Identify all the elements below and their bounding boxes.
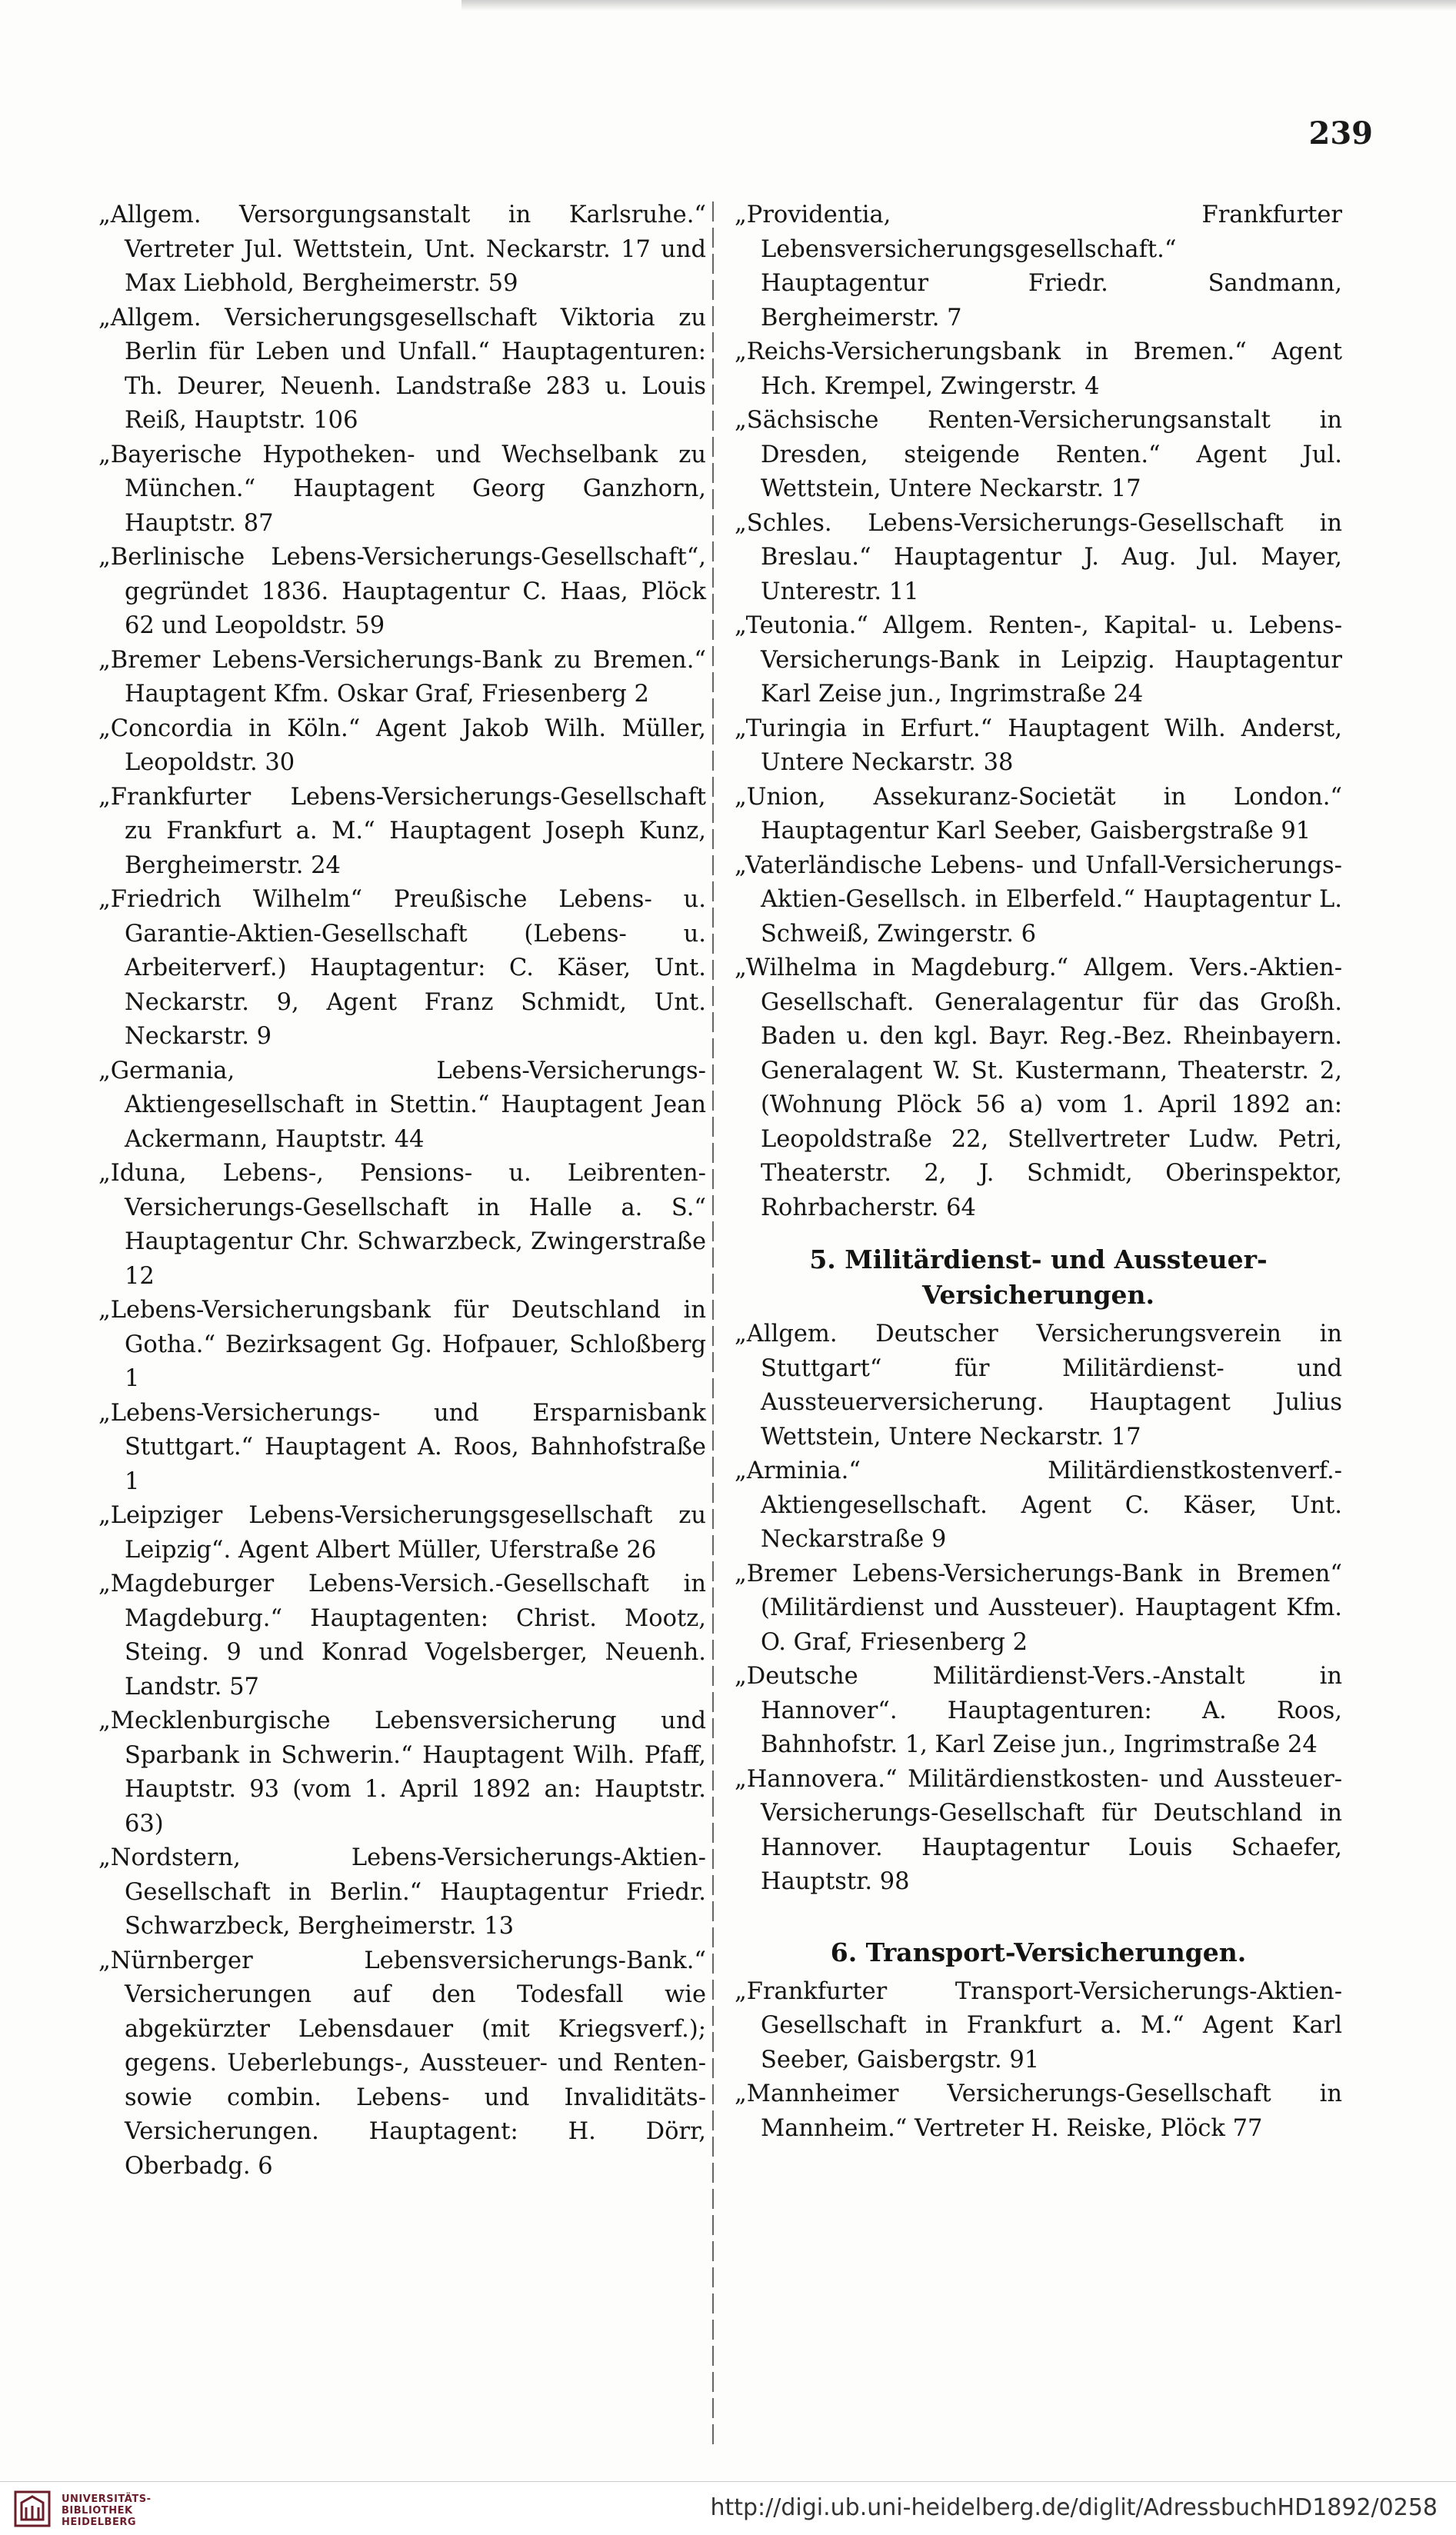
- entry: „Turingia in Erfurt.“ Hauptagent Wilh. Anderst, Untere Neckarstr. 38: [735, 715, 1342, 776]
- entry: „Arminia.“ Militärdienstkostenverf.-Aktiengesellschaft. Agent C. Käser, Unt. Neckarstraße 9: [735, 1457, 1342, 1553]
- entry: „Leipziger Lebens-Versicherungsgesellschaft zu Leipzig“. Agent Albert Müller, Uferstraße 26: [98, 1502, 706, 1564]
- scan-edge-shadow: [461, 0, 1456, 11]
- right-column: [735, 198, 1342, 2146]
- entry: „Iduna, Lebens-, Pensions- u. Leibrenten-Versicherungs-Gesellschaft in Halle a. S.“ Hauptagentur Chr. Schwarzbeck, Zwingerstraße 12: [98, 1160, 706, 1290]
- entry: „Wilhelma in Magdeburg.“ Allgem. Vers.-Aktien-Gesellschaft. Generalagentur für das Großh. Baden u. den kgl. Bayr. Reg.-Bez. Rheinbayern. Generalagent W. St. Kustermann, Theaterstr. 2, (Wohnung Plöck 56 a) vom 1. April 1892 an: Leopoldstraße 22, Stellvertreter Ludw. Petri, Theaterstr. 2, J. Schmidt, Oberinspektor, Rohrbacherstr. 64: [735, 954, 1342, 1221]
- entry: „Sächsische Renten-Versicherungsanstalt in Dresden, steigende Renten.“ Agent Jul. Wettstein, Untere Neckarstr. 17: [735, 407, 1342, 502]
- entry: „Union, Assekuranz-Societät in London.“ Hauptagentur Karl Seeber, Gaisbergstraße 91: [735, 783, 1342, 844]
- section-heading-military: 5. Militärdienst- und Aussteuer-Versicherungen.: [809, 1244, 1268, 1310]
- entry: „Deutsche Militärdienst-Vers.-Anstalt in Hannover“. Hauptagenturen: A. Roos, Bahnhofstr. 1, Karl Zeise jun., Ingrimstraße 24: [735, 1663, 1342, 1758]
- entry: „Providentia, Frankfurter Lebensversicherungsgesellschaft.“ Hauptagentur Friedr. Sandmann, Bergheimerstr. 7: [735, 202, 1342, 331]
- entry: „Hannovera.“ Militärdienstkosten- und Aussteuer-Versicherungs-Gesellschaft für Deutschland in Hannover. Hauptagentur Louis Schaefer, Hauptstr. 98: [735, 1765, 1342, 1895]
- library-name-line: HEIDELBERG: [62, 2517, 137, 2528]
- entry: „Lebens-Versicherungsbank für Deutschland in Gotha.“ Bezirksagent Gg. Hofpauer, Schloßberg 1: [98, 1297, 706, 1392]
- left-column: [98, 198, 706, 2184]
- section-heading-transport: 6. Transport-Versicherungen.: [830, 1937, 1247, 1967]
- entry: „Allgem. Deutscher Versicherungsverein in Stuttgart“ für Militärdienst- und Aussteuerversicherung. Hauptagent Julius Wettstein, Untere Neckarstr. 17: [735, 1321, 1342, 1451]
- entry: „Friedrich Wilhelm“ Preußische Lebens- u. Garantie-Aktien-Gesellschaft (Lebens- u. Arbeiterverf.) Hauptagentur: C. Käser, Unt. Neckarstr. 9, Agent Franz Schmidt, Unt. Neckarstr. 9: [98, 886, 706, 1050]
- entry: „Bayerische Hypotheken- und Wechselbank zu München.“ Hauptagent Georg Ganzhorn, Hauptstr. 87: [98, 441, 706, 537]
- entry: „Schles. Lebens-Versicherungs-Gesellschaft in Breslau.“ Hauptagentur J. Aug. Jul. Mayer, Unterestr. 11: [735, 509, 1342, 605]
- source-url-link[interactable]: http://digi.ub.uni-heidelberg.de/diglit/AdressbuchHD1892/0258: [710, 2494, 1438, 2521]
- entry: „Allgem. Versicherungsgesellschaft Viktoria zu Berlin für Leben und Unfall.“ Hauptagenturen: Th. Deurer, Neuenh. Landstraße 283 u. Louis Reiß, Hauptstr. 106: [98, 304, 706, 434]
- library-name[interactable]: [62, 2493, 151, 2528]
- entry: „Allgem. Versorgungsanstalt in Karlsruhe.“ Vertreter Jul. Wettstein, Unt. Neckarstr. 17 und Max Liebhold, Bergheimerstr. 59: [98, 202, 706, 297]
- entry: „Frankfurter Transport-Versicherungs-Aktien-Gesellschaft in Frankfurt a. M.“ Agent Karl Seeber, Gaisbergstr. 91: [735, 1977, 1342, 2074]
- entry: „Magdeburger Lebens-Versich.-Gesellschaft in Magdeburg.“ Hauptagenten: Christ. Mootz, Steing. 9 und Konrad Vogelsberger, Neuenh. Landstr. 57: [98, 1571, 706, 1701]
- entry: „Bremer Lebens-Versicherungs-Bank zu Bremen.“ Hauptagent Kfm. Oskar Graf, Friesenberg 2: [98, 646, 706, 708]
- library-name-line: BIBLIOTHEK: [62, 2505, 133, 2517]
- entry: „Nürnberger Lebensversicherungs-Bank.“ Versicherungen auf den Todesfall wie abgekürzter Lebensdauer (mit Kriegsverf.); gegens. Ueberlebungs-, Aussteuer- und Renten- sowie combin. Lebens- und Invaliditäts-Versicherungen. Hauptagent: H. Dörr, Oberbadg. 6: [98, 1947, 706, 2180]
- entry: „Bremer Lebens-Versicherungs-Bank in Bremen“ (Militärdienst und Aussteuer). Hauptagent Kfm. O. Graf, Friesenberg 2: [735, 1560, 1342, 1656]
- entry: „Germania, Lebens-Versicherungs-Aktiengesellschaft in Stettin.“ Hauptagent Jean Ackermann, Hauptstr. 44: [98, 1057, 706, 1153]
- entry: „Mannheimer Versicherungs-Gesellschaft in Mannheim.“ Vertreter H. Reiske, Plöck 77: [735, 2080, 1342, 2142]
- entry: „Mecklenburgische Lebensversicherung und Sparbank in Schwerin.“ Hauptagent Wilh. Pfaff, Hauptstr. 93 (vom 1. April 1892 an: Hauptstr. 63): [98, 1707, 706, 1837]
- entry: „Nordstern, Lebens-Versicherungs-Aktien-Gesellschaft in Berlin.“ Hauptagentur Friedr. Schwarzbeck, Bergheimerstr. 13: [98, 1844, 706, 1940]
- entry: „Teutonia.“ Allgem. Renten-, Kapital- u. Lebens-Versicherungs-Bank in Leipzig. Hauptagentur Karl Zeise jun., Ingrimstraße 24: [735, 612, 1342, 708]
- column-divider: [712, 202, 714, 2447]
- entry: „Reichs-Versicherungsbank in Bremen.“ Agent Hch. Krempel, Zwingerstr. 4: [735, 338, 1342, 400]
- library-name-line: UNIVERSITÄTS-: [62, 2493, 152, 2505]
- entry: „Berlinische Lebens-Versicherungs-Gesellschaft“, gegründet 1836. Hauptagentur C. Haas, Plöck 62 und Leopoldstr. 59: [98, 544, 706, 639]
- entry: „Lebens-Versicherungs- und Ersparnisbank Stuttgart.“ Hauptagent A. Roos, Bahnhofstraße 1: [98, 1399, 706, 1495]
- entry: „Vaterländische Lebens- und Unfall-Versicherungs-Aktien-Gesellsch. in Elberfeld.“ Hauptagentur L. Schweiß, Zwingerstr. 6: [735, 851, 1342, 948]
- university-library-logo-icon[interactable]: [14, 2490, 51, 2527]
- page-number: 239: [1308, 115, 1373, 152]
- entry: „Concordia in Köln.“ Agent Jakob Wilh. Müller, Leopoldstr. 30: [98, 715, 706, 776]
- entry: „Frankfurter Lebens-Versicherungs-Gesellschaft zu Frankfurt a. M.“ Hauptagent Joseph Kunz, Bergheimerstr. 24: [98, 783, 706, 879]
